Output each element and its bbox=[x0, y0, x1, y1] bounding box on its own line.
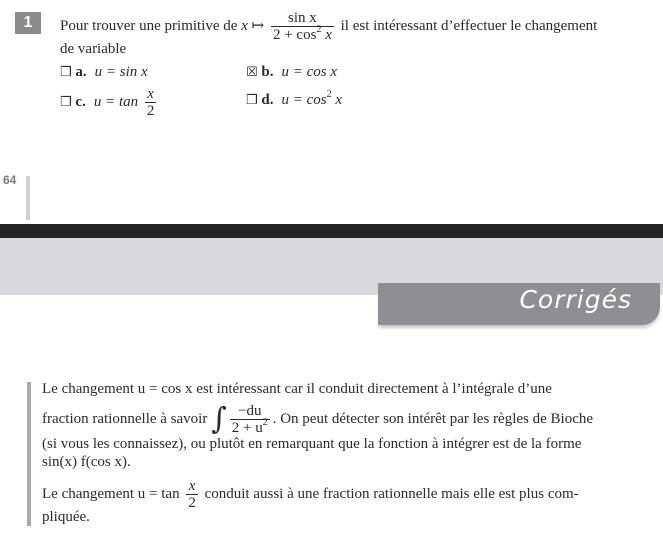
option-formula: u = sin x bbox=[94, 64, 148, 80]
option-c[interactable] bbox=[60, 86, 159, 119]
option-a[interactable] bbox=[60, 63, 148, 82]
checkbox-empty-icon[interactable]: ❒ bbox=[246, 93, 258, 108]
question-outro: il est intéressant d’effectuer le changement bbox=[336, 17, 598, 34]
section-title: Corrigés bbox=[519, 285, 632, 314]
option-label: d. bbox=[261, 92, 274, 108]
answer-fraction: $\frac{x}{2}$ bbox=[188, 478, 196, 511]
answer-line-4: sin(x) f(cos x). bbox=[42, 454, 131, 470]
answer-line-6: pliquée. bbox=[42, 509, 90, 525]
answer-line-2: fraction rationnelle à savoir ∫ $\frac{-du}{2 + u^2}$ . On peut détecter son intérêt par les règles de Bioche bbox=[42, 401, 594, 437]
maps-to-symbol: ↦ bbox=[247, 17, 268, 34]
section-dark-band bbox=[0, 224, 663, 238]
map-variable: x bbox=[241, 17, 248, 34]
option-b[interactable] bbox=[246, 63, 337, 82]
question-text-line1 bbox=[60, 10, 597, 43]
answer-margin-bar bbox=[27, 382, 31, 526]
section-tab bbox=[378, 283, 660, 325]
question-number-badge: 1 bbox=[15, 12, 41, 34]
option-fraction: $\frac{x}{2}$ bbox=[146, 86, 155, 119]
option-formula: u = cos bbox=[281, 92, 327, 108]
answer-line-5: Le changement u = tan $\frac{x}{2}$ conduit aussi à une fraction rationnelle mais elle est plus com- bbox=[42, 478, 579, 511]
question-text-line2: de variable bbox=[60, 41, 127, 57]
fraction-denominator: $2 + \cos^2 x$ bbox=[272, 24, 332, 43]
option-formula: u = cos x bbox=[281, 64, 338, 80]
question-fraction bbox=[271, 10, 334, 43]
answer-line-1: Le changement u = cos x est intéressant car il conduit directement à l’intégrale d’une bbox=[42, 381, 552, 397]
integral-symbol: ∫ bbox=[211, 401, 227, 437]
checkbox-empty-icon[interactable]: ❒ bbox=[60, 94, 72, 110]
fraction-numerator: sin x bbox=[288, 10, 317, 26]
checkbox-empty-icon[interactable]: ❒ bbox=[60, 65, 72, 80]
option-label: a. bbox=[75, 64, 87, 80]
checkbox-checked-icon[interactable]: ☒ bbox=[246, 65, 258, 80]
option-label: b. bbox=[261, 64, 274, 80]
integral-fraction: $\frac{-du}{2 + u^2}$ bbox=[231, 403, 268, 436]
page-number: 64 bbox=[3, 173, 17, 187]
option-label: c. bbox=[75, 93, 86, 110]
page-margin-bar bbox=[26, 176, 30, 220]
option-d[interactable]: ❒ d. $u = \cos^2 x$ bbox=[246, 89, 343, 108]
question-intro: Pour trouver une primitive de bbox=[60, 17, 242, 34]
option-formula: u = tan bbox=[93, 93, 142, 110]
answer-line-3: (si vous les connaissez), ou plutôt en remarquant que la fonction à intégrer est de la forme bbox=[42, 436, 582, 452]
